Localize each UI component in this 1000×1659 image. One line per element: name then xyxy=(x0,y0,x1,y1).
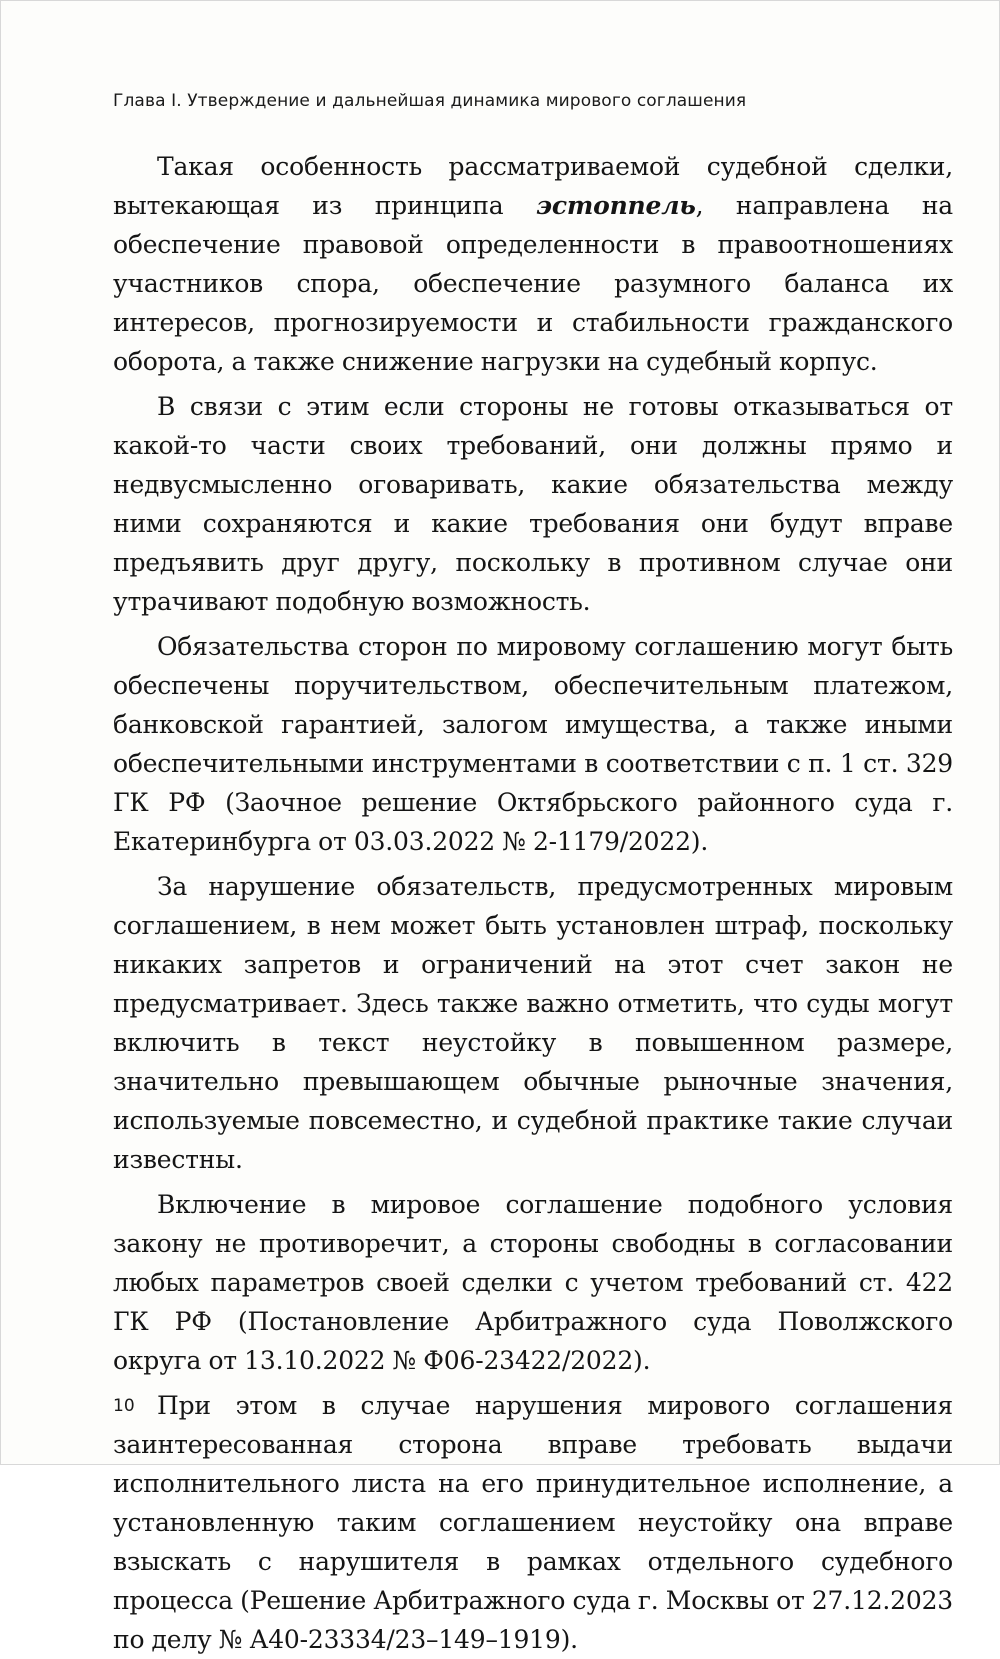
paragraph-1-text-after: , направлена на обеспечение правовой определенности в правоотношениях участников спора, обеспечение разумного баланса их интересов, прогнозируемости и стабильности гражданского оборота, а также снижение нагрузки на судебный корпус. xyxy=(113,191,953,376)
body-text xyxy=(113,147,953,1659)
paragraph-4: За нарушение обязательств, предусмотренных мировым соглашением, в нем может быть установлен штраф, поскольку никаких запретов и ограничений на этот счет закон не предусматривает. Здесь также важно отметить, что суды могут включить в текст неустойку в повышенном размере, значительно превышающем обычные рыночные значения, используемые повсеместно, и судебной практике такие случаи известны. xyxy=(113,872,953,1174)
paragraph-3: Обязательства сторон по мировому соглашению могут быть обеспечены поручительством, обеспечительным платежом, банковской гарантией, залогом имущества, а также иными обеспечительными инструментами в соответствии с п. 1 ст. 329 ГК РФ (Заочное решение Октябрьского районного суда г. Екатеринбурга от 03.03.2022 № 2-1179/2022). xyxy=(113,632,953,856)
running-header: Глава I. Утверждение и дальнейшая динамика мирового соглашения xyxy=(113,91,747,111)
paragraph-2: В связи с этим если стороны не готовы отказываться от какой-то части своих требований, они должны прямо и недвусмысленно оговаривать, какие обязательства между ними сохраняются и какие требования они будут вправе предъявить друг другу, поскольку в противном случае они утрачивают подобную возможность. xyxy=(113,392,953,616)
paragraph-6: При этом в случае нарушения мирового соглашения заинтересованная сторона вправе требовать выдачи исполнительного листа на его принудительное исполнение, а установленную таким соглашением неустойку она вправе взыскать с нарушителя в рамках отдельного судебного процесса (Решение Арбитражного суда г. Москвы от 27.12.2023 по делу № А40-23334/23–149–1919). xyxy=(113,1391,953,1654)
page-number: 10 xyxy=(113,1396,135,1416)
emphasis-estoppel: эстоппель xyxy=(535,191,696,220)
paragraph-5: Включение в мировое соглашение подобного условия закону не противоречит, а стороны свободны в согласовании любых параметров своей сделки с учетом требований ст. 422 ГК РФ (Постановление Арбитражного суда Поволжского округа от 13.10.2022 № Ф06-23422/2022). xyxy=(113,1190,953,1375)
paragraph-1 xyxy=(113,147,953,381)
paragraph-1-text-before: Такая особенность рассматриваемой судебной сделки, вытекающая из принципа xyxy=(113,152,953,220)
